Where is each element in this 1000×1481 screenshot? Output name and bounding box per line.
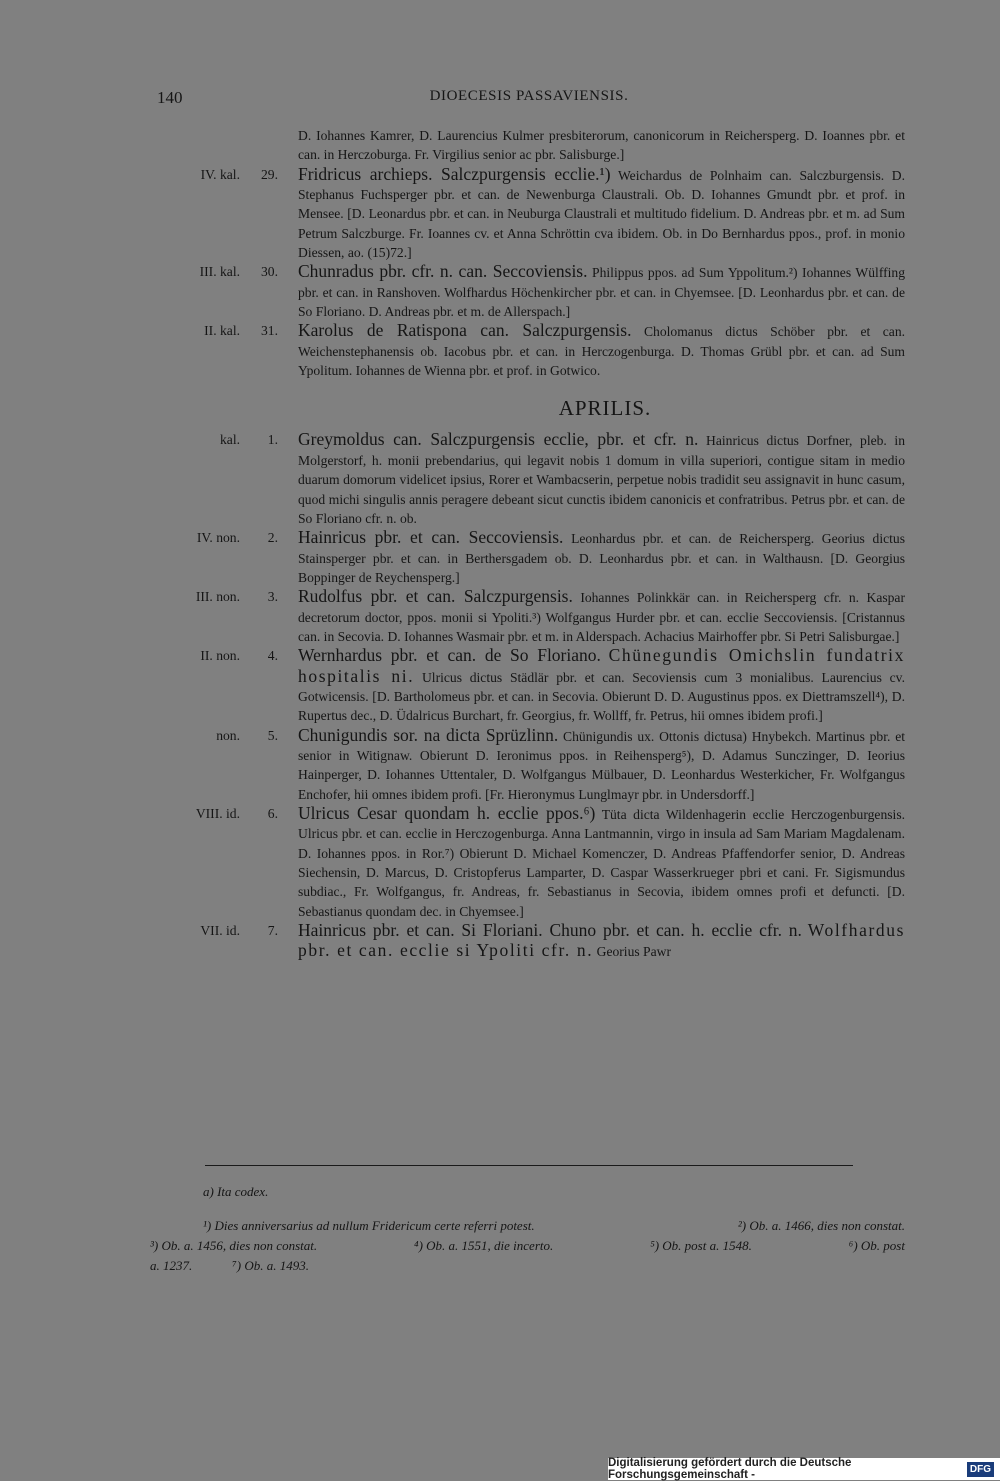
entry-text: Philippus ppos. ad Sum Yppolitum.²) Iohannes Wülffing pbr. et can. in Ranshoven. Wolfhardus Höchenkircher pbr. et can. in Chyemsee. [D. Leonhardus pbr. et can. de So Floriano. D. Andreas pbr. et m. de Allerspach.]	[298, 265, 905, 320]
header-title: DIOECESIS PASSAVIENSIS.	[429, 88, 629, 104]
credit-text: Digitalisierung gefördert durch die Deutsche Forschungsgemeinschaft -	[608, 1457, 852, 1481]
entry-text-block	[278, 430, 905, 528]
entry-day: 30.	[261, 264, 278, 280]
footnote-4: ⁴) Ob. a. 1551, die incerto.	[414, 1238, 554, 1253]
entry-text-block	[278, 587, 905, 646]
footnote-6: ⁶) Ob. post	[848, 1238, 905, 1253]
entry-date: IV. non.	[196, 530, 240, 546]
entry-text: Weichardus de Polnhaim can. Salczburgensis. D. Stephanus Fuchsperger pbr. et can. de Newenburga Claustrali. Ob. D. Iohannes Gmundt pbr. et prof. in Mensee. [D. Leonardus pbr. et can. in Neuburga Claustrali et multitudo fidelium. D. Andreas pbr. et m. ad Sum Petrum Salczburge. Fr. Ioannes cv. et Anna Schröttin cva ibidem. Ob. in Do Bernhardus ppos., prof. in monio Diessen, ao. (15)72.]	[298, 167, 905, 261]
entry-date: VIII. id.	[195, 806, 240, 821]
entry-text-block	[278, 262, 905, 321]
entry-continuation	[145, 125, 905, 165]
entry-date: non.	[216, 727, 240, 743]
entry-date: IV. kal.	[200, 166, 240, 182]
entry-head: Rudolfus pbr. et can. Salczpurgensis.	[298, 586, 573, 607]
entry-text-block	[278, 125, 905, 165]
entry-text-block	[278, 321, 905, 380]
entry-head-spaced: Chünegundis Omichslin fundatrix hospitalis ni.	[298, 645, 905, 686]
entry-text: Georius Pawr	[596, 944, 671, 960]
main-text	[145, 125, 905, 962]
entry-date: III. kal.	[199, 264, 240, 280]
entry-march-31	[145, 321, 905, 380]
entry-text: Ulricus dictus Städlär pbr. et can. Secoviensis cum 3 monialibus. Laurencius cv. Gotwicensis. [D. Bartholomeus pbr. et can. in Secovia. Obierunt D. D. Augustinus ppos. ex Diettramszell⁴), D. Rupertus dec., D. Üdalricus Burchart, fr. Georgius, fr. Wollff, fr. Petrus, hii omnes ibidem profi.]	[298, 669, 905, 724]
entry-day: 3.	[267, 589, 278, 605]
entry-text-block	[278, 528, 905, 587]
entry-date: III. non.	[195, 589, 240, 605]
entry-day: 5.	[267, 727, 278, 743]
footnote-6-cont: a. 1237.	[150, 1258, 193, 1273]
entry-april-1	[145, 430, 905, 528]
entry-text-block	[278, 646, 905, 725]
footnote-1: ¹) Dies anniversarius ad nullum Fridericum certe referri potest.	[203, 1218, 535, 1233]
entry-text: Chünigundis ux. Ottonis dictusa) Hnybekch. Martinus pbr. et senior in Witignaw. Obierunt D. Ieronimus ppos. in Reihensperg⁵), D. Adamus Sunczinger, D. Ieorius Hainperger, D. Iohannes Uttentaler, D. Wolfgangus Mülbauer, D. Leonhardus Westerkicher, Fr. Wolfgangus Enchofer, hii omnes ibidem profi. [Fr. Hieronymus Lunglmayr pbr. in Undersdorff.]	[298, 728, 905, 802]
footnote-row-1	[150, 1216, 905, 1236]
entry-day: 2.	[267, 530, 278, 546]
entry-head: Hainricus pbr. et can. Si Floriani. Chuno pbr. et can. h. ecclie cfr. n.	[298, 920, 802, 941]
entry-april-7	[145, 921, 905, 962]
footnote-5: ⁵) Ob. post a. 1548.	[650, 1238, 752, 1253]
entry-date: VII. id.	[200, 923, 240, 939]
footnote-row-3	[150, 1256, 905, 1276]
footnote-divider	[205, 1165, 853, 1166]
entry-date: II. non.	[200, 648, 240, 664]
entry-head: Hainricus pbr. et can. Seccoviensis.	[298, 527, 564, 548]
entry-text-block	[278, 726, 905, 804]
entry-march-30	[145, 262, 905, 321]
entry-april-6	[145, 804, 905, 921]
entry-text: Tüta dicta Wildenhagerin ecclie Herczogenburgensis. Ulricus pbr. et can. ecclie in Herczogenburga. Anna Lantmannin, virgo in insula ad Sam Mariam Magdalenam. D. Iohannes ppos. in Ror.⁷) Obierunt D. Michael Komenczer, D. Andreas Pfaffendorfer senior, D. Andreas Siechensin, D. Marcus, D. Cristopferus Lamparter, D. Caspar Wasserkrueger pbri et cani. Fr. Sigismundus subdiac., Fr. Wolfgangus, fr. Andreas, fr. Sebastianus in Secovia, ibidem omnes profi et defuncti. [D. Sebastianus quondam dec. in Chyemsee.]	[298, 807, 906, 919]
entry-text: Hainricus dictus Dorfner, pleb. in Molgerstorf, h. monii prebendarius, qui legavit nobis 1 domum in villa superiori, contigue sitam in medio duarum domorum videlicet ipsius, Rorer et Wambacserin, perpetue nobis tradidit seu assignavit in hunc casum, quod michi singulis annis peragere debeant sicut cunctis ibidem canonicis et confratribus. Petrus pbr. et can. de So Floriano cfr. n. ob.	[298, 433, 906, 526]
entry-head: Chunradus pbr. cfr. n. can. Seccoviensis.	[298, 261, 588, 282]
footnotes	[150, 1182, 905, 1276]
entry-text: Iohannes Polinkkär can. in Reichersperg cfr. n. Kaspar decretorum doctor, ppos. monii si Ypoliti.³) Wolfgangus Hurder pbr. et can. ecclie Seccoviensis. [Cristannus can. in Secovia. D. Iohannes Wasmair pbr. et m. in Alderspach. Achacius Mairhoffer pbr. Si Petri Salisburgae.]	[298, 590, 905, 644]
entry-head: Chunigundis sor. na dicta Sprüzlinn.	[298, 724, 559, 745]
footnote-row-2	[150, 1236, 905, 1256]
page-number: 140	[157, 88, 183, 107]
footnote-a: a) Ita codex.	[203, 1184, 269, 1199]
entry-text-block	[278, 921, 905, 962]
dfg-logo-icon: DFG	[967, 1462, 994, 1477]
entry-day: 31.	[261, 323, 278, 339]
entry-april-4	[145, 646, 905, 725]
entry-date: II. kal.	[204, 323, 240, 339]
entry-date: kal.	[219, 432, 240, 448]
entry-day: 7.	[267, 923, 278, 939]
dfg-credit-bar	[608, 1458, 1000, 1480]
entry-head: Fridricus archieps. Salczpurgensis ecclie.¹)	[298, 163, 611, 184]
entry-text: Leonhardus pbr. et can. de Reichersperg. Georius dictus Stainsperger pbr. et can. in Berthersgadem ob. D. Leonhardus pbr. et can. in Walthausn. [D. Georgius Boppinger de Reychensperg.]	[298, 531, 905, 585]
entry-head: Karolus de Ratispona can. Salczpurgensis.	[298, 320, 632, 341]
footnote-3: ³) Ob. a. 1456, dies non constat.	[150, 1238, 318, 1253]
entry-head: Wernhardus pbr. et can. de So Floriano.	[298, 645, 601, 666]
entry-day: 1.	[267, 432, 278, 448]
entry-day: 6.	[267, 806, 278, 821]
entry-april-3	[145, 587, 905, 646]
entry-march-29	[145, 165, 905, 263]
entry-text-block	[278, 165, 905, 263]
entry-day: 4.	[267, 648, 278, 664]
entry-text: Cholomanus dictus Schöber pbr. et can. Weichenstephanensis ob. Iacobus pbr. et can. in Herczogenburga. D. Thomas Grübl pbr. et can. ad Sum Ypolitum. Iohannes de Wienna pbr. et prof. in Gotwico.	[298, 324, 906, 379]
entry-text: D. Iohannes Kamrer, D. Laurencius Kulmer presbiterorum, canonicorum in Reichersperg. D. Ioannes pbr. et can. in Herczoburga. Fr. Virgilius senior ac pbr. Salisburge.]	[298, 128, 905, 163]
entry-day: 29.	[261, 166, 278, 182]
entry-april-5	[145, 726, 905, 804]
footnote-2: ²) Ob. a. 1466, dies non constat.	[737, 1218, 905, 1233]
entry-head: Ulricus Cesar quondam h. ecclie ppos.⁶)	[298, 803, 596, 823]
entry-april-2	[145, 528, 905, 587]
running-head	[157, 88, 901, 110]
entry-text-block	[278, 804, 905, 921]
footnote-7: ⁷) Ob. a. 1493.	[232, 1258, 309, 1273]
entry-head: Greymoldus can. Salczpurgensis ecclie, pbr. et cfr. n.	[298, 429, 699, 450]
month-heading: APRILIS.	[558, 396, 652, 421]
entry-head-spaced: Wolfhardus pbr. et can. ecclie si Ypoliti cfr. n.	[298, 920, 905, 961]
